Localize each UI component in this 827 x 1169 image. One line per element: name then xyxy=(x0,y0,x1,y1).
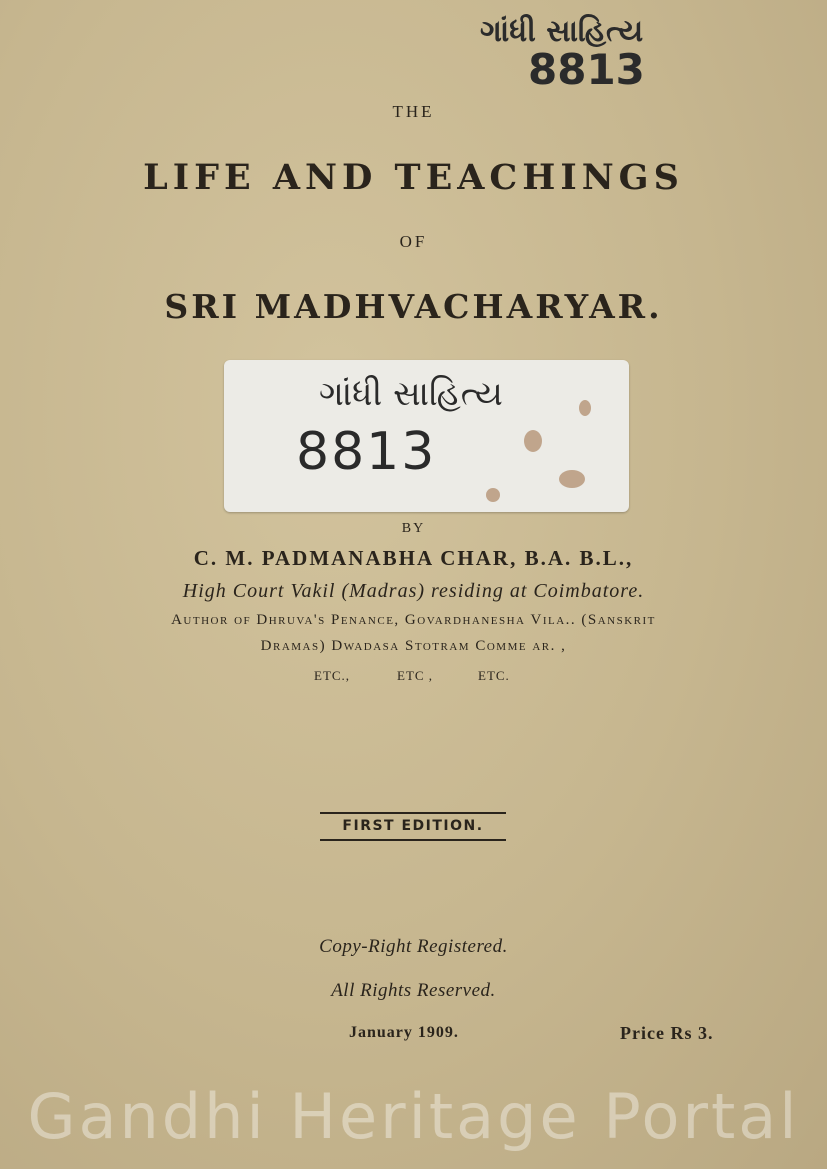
price-label: Price Rs 3. xyxy=(620,1023,714,1043)
author-works-line1: Author of Dhruva's Penance, Govardhanesha Vila.. (Sanskrit xyxy=(171,612,656,628)
title-subject: SRI MADHVACHARYAR. xyxy=(164,287,663,326)
etc-mark: ETC., xyxy=(314,668,351,683)
author-name: C. M. PADMANABHA CHAR, B.A. B.L., xyxy=(193,546,634,570)
byline-by: BY xyxy=(401,521,426,536)
stain-mark xyxy=(559,470,585,488)
publication-date: January 1909. xyxy=(349,1024,459,1041)
library-label xyxy=(224,360,629,512)
handwritten-annotation-line1: ગાંધી સાહિત્ય xyxy=(480,14,644,49)
library-label-number: 8813 xyxy=(296,422,437,482)
author-position: High Court Vakil (Madras) residing at Coimbatore. xyxy=(182,580,645,602)
etc-mark: ETC , xyxy=(397,668,434,683)
stain-mark xyxy=(524,430,542,452)
handwritten-annotation-number: 8813 xyxy=(528,45,645,94)
page-title: LIFE AND TEACHINGS xyxy=(143,157,684,198)
title-preposition: OF xyxy=(399,232,428,251)
title-article: THE xyxy=(392,102,435,121)
edition-label: FIRST EDITION. xyxy=(320,812,506,841)
handwritten-annotation xyxy=(480,14,645,94)
author-works-line2: Dramas) Dwadasa Stotram Comme ar. , xyxy=(260,638,567,654)
stain-mark xyxy=(486,488,500,502)
etc-mark: ETC. xyxy=(478,668,510,683)
library-label-text: ગાંધી સાહિત્ય xyxy=(319,374,503,414)
rights-reserved: All Rights Reserved. xyxy=(331,980,496,1001)
copyright-notice: Copy-Right Registered. xyxy=(319,936,508,957)
stain-mark xyxy=(579,400,591,416)
watermark: Gandhi Heritage Portal xyxy=(27,1080,800,1153)
